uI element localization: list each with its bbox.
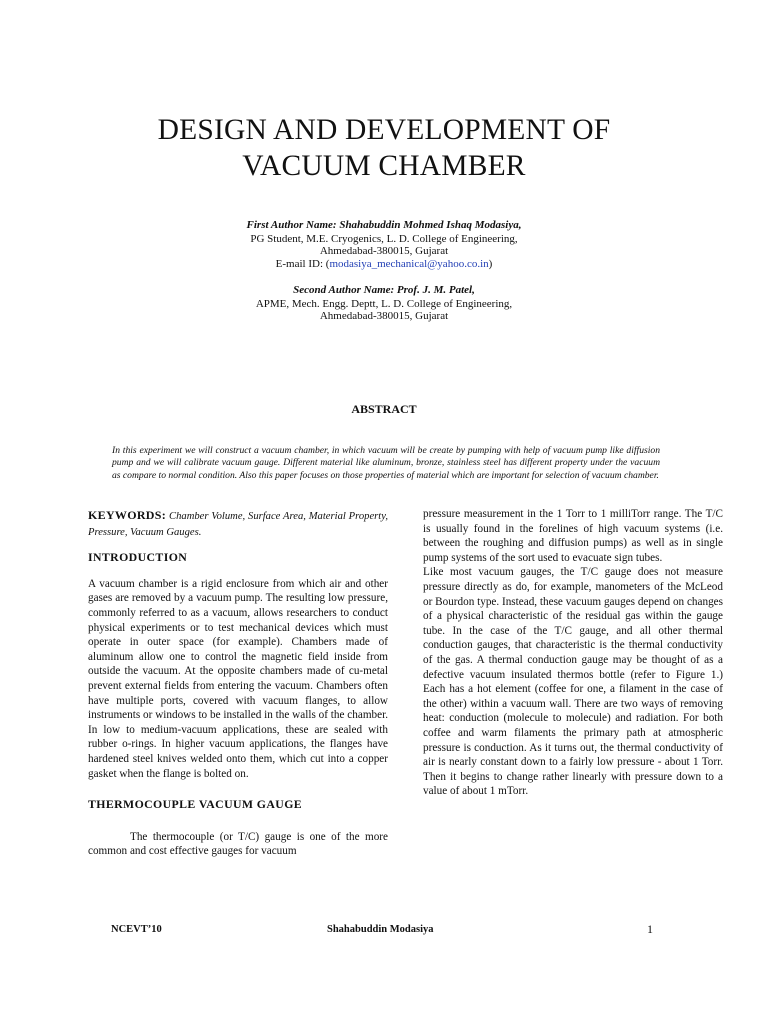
paper-title [90, 112, 678, 184]
introduction-paragraph: A vacuum chamber is a rigid enclosure from which air and other gases are removed by a vacuum pump. The resulting low pressure, commonly referred to as a vacuum, allows researchers to conduct physical experiments or to test mechanical devices which must operate in outer space (for example). Chambers made of aluminum allow one to control the magnetic field inside from outside the vacuum. At the opposite chambers made of cu-metal prevent external fields from entering the vacuum. Chambers often have multiple ports, covered with vacuum flanges, to allow instruments or windows to be installed in the walls of the chamber. In low to medium-vacuum applications, these are sealed with rubber o-rings. In higher vacuum applications, the flanges have hardened steel knives welded onto them, which cut into a copper gasket when the flange is bolted on. [88, 577, 388, 780]
thermocouple-paragraph: The thermocouple (or T/C) gauge is one of the more common and cost effective gauges for vacuum [88, 830, 388, 858]
footer-author: Shahabuddin Modasiya [327, 924, 434, 935]
thermocouple-heading: THERMOCOUPLE VACUUM GAUGE [88, 797, 303, 812]
first-author-email-line [150, 258, 618, 271]
footer-conference: NCEVT’10 [111, 924, 162, 935]
right-column [423, 507, 723, 799]
email-prefix: E-mail ID: ( [275, 257, 330, 270]
first-author-affiliation-1: PG Student, M.E. Cryogenics, L. D. College of Engineering, [250, 232, 518, 245]
keywords [88, 508, 388, 540]
right-paragraph-1: pressure measurement in the 1 Torr to 1 milliTorr range. The T/C is usually found in the forelines of high vacuum systems (i.e. between the roughing and diffusion pumps) as well as in single pump systems of the sort used to evacuate sign tubes. [423, 508, 723, 564]
keywords-text: Chamber Volume, Surface Area, Material Property, Pressure, Vacuum Gauges. [88, 511, 388, 538]
left-column [88, 508, 388, 859]
first-author-affiliation-2: Ahmedabad-380015, Gujarat [319, 245, 449, 257]
email-link[interactable]: modasiya_mechanical@yahoo.co.in [329, 257, 489, 270]
email-suffix: ) [488, 257, 493, 270]
second-author-name: Second Author Name: Prof. J. M. Patel, [293, 284, 475, 296]
introduction-heading: INTRODUCTION [88, 550, 188, 565]
second-author-affiliation-1: APME, Mech. Engg. Deptt, L. D. College of Engineering, [255, 297, 513, 310]
title-line-1: DESIGN AND DEVELOPMENT OF [157, 114, 611, 146]
right-paragraph-2: Like most vacuum gauges, the T/C gauge does not measure pressure directly as do, for example, manometers of the McLeod or Bourdon type. Instead, these vacuum gauges depend on changes of a physical characteristic of the residual gas within the gauge tube. In the case of the T/C gauge, and all other thermal conduction gauges, that characteristic is the thermal conductivity of the gas. A thermal conduction gauge may be thought of as a defective vacuum insulated thermos bottle (refer to Figure 1.) Each has a hot element (coffee for one, a filament in the case of the other) within a vacuum wall. There are two ways of removing heat: conduction (molecule to molecule) and radiation. For both coffee and warm filaments the primary path at atmospheric pressure is conduction. As it turns out, the thermal conductivity of air is nearly constant down to a fairly low pressure - about 1 Torr. Then it begins to change rather linearly with pressure down to a value of about 1 mTorr. [423, 566, 723, 798]
footer-page-number: 1 [647, 922, 653, 936]
abstract-heading: ABSTRACT [351, 402, 417, 416]
second-author-block [150, 284, 618, 323]
keywords-label: KEYWORDS: [88, 508, 167, 522]
first-author-block [150, 219, 618, 270]
first-author-name: First Author Name: Shahabuddin Mohmed Ishaq Modasiya, [246, 219, 522, 231]
second-author-affiliation-2: Ahmedabad-380015, Gujarat [319, 310, 449, 322]
title-line-2: VACUUM CHAMBER [242, 150, 526, 182]
abstract-text: In this experiment we will construct a vacuum chamber, in which vacuum will be create by pumping with help of vacuum pump like diffusion pump and we will calibrate vacuum gauge. Different material like aluminum, bronze, stainless steel has different property under the vacuum as compare to normal condition. Also this paper focuses on those properties of material which are important for selection of vacuum chamber. [112, 445, 660, 481]
